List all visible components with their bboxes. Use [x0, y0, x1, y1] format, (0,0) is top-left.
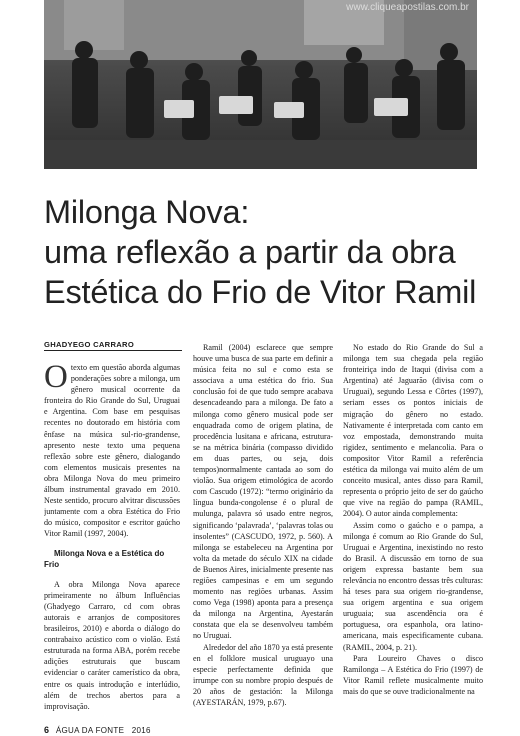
- page-number: 6: [44, 725, 50, 735]
- title-line-3: Estética do Frio de Vitor Ramil: [44, 274, 477, 310]
- watermark-text: www.cliqueapostilas.com.br: [346, 2, 469, 13]
- title-line-1: Milonga Nova:: [44, 194, 250, 230]
- section-subheading: Milonga Nova e a Estética do Frio: [44, 548, 165, 569]
- body-paragraph: A obra Milonga Nova aparece primeiramente no álbum Influências (Ghadyego Carraro, cd com obras autorais e arranjos de compositores brasileiros, 2010) e aborda o diálogo do contrabaixo acústico com o violão. Está estruturada na forma ABA, porém recebe adições estruturais que buscam evidenciar o caráter camerístico da obra, entre os quais introdução e interlúdio, além de trechos abertos para a improvisação.: [44, 579, 180, 711]
- article-title: [44, 192, 484, 312]
- intro-text: texto em questão aborda algumas ponderações sobre a milonga, um gênero musical ocorrente da fronteira do Rio Grande do Sul, Uruguai e Argentina. Com base em pesquisas recentes no doutorado em história com ênfase na música sul-rio-grandense, apresento neste texto uma pequena reflexão sobre este gênero, dialogando com elementos musicais presentes na obra Milonga Nova do meu primeiro álbum instrumental gravado em 2010. Neste sentido, procuro alvitrar discussões juntamente com a obra Estética do Frio do músico, compositor e escritor gaúcho Vitor Ramil (1997, 2004).: [44, 363, 180, 539]
- quote-paragraph: Alrededor del año 1870 ya está presente en el folklore musical uruguayo una especie perfectamente definida que irrumpe con su nombre propio después de 20 años de gestación: la Milonga (AYESTARÁN, 1979, p.67).: [193, 642, 333, 707]
- musicians-photo: [44, 0, 477, 169]
- column-2: [193, 342, 333, 724]
- column-3: [343, 342, 483, 724]
- author-byline: GHADYEGO CARRARO: [44, 340, 182, 351]
- magazine-name: ÁGUA DA FONTE: [55, 726, 125, 735]
- publication-year: 2016: [131, 726, 151, 735]
- body-paragraph: Ramil (2004) esclarece que sempre houve uma busca de sua parte em definir a música feita no sul e como esta se associava a uma estética do frio. Sua conclusão foi de que tudo sempre acabava desencadeando para a milonga. De fato a milonga como gênero musical pode ser enquadrada como de origem platina, de procedência lusitana e africana, estrutura-se na métrica binária (compasso dividido em duas partes, ou seja, dois tempos)normalmente cantada ao som do violão. Sua origem etimológica de acordo com Cascudo (1972): “termo originário da língua bunda-congolense é o plural de mulunga, palavra só usado entre negros, significando ‘palavrada’, ‘palavras tolas ou insolentes” (CASCUDO, 1972, p. 560). A milonga se estabeleceu na Argentina por volta da metade do século XIX na cidade de Buenos Aires, inicialmente presente nas regiões campesinas e em um segundo momento nas regiões urbanas. Assim como Vega (1998) aponta para a presença da milonga na Argentina, Ayestarán constata que ela se desenvolveu também no Uruguai.: [193, 343, 333, 641]
- quote-paragraph: Assim como o gaúcho e o pampa, a milonga é comum ao Rio Grande do Sul, Uruguai e Argentina, inexistindo no resto do Brasil. A discussão em torno de sua origem expressa bastante bem sua relevância no encontro dessas três culturas: há teses para sua origem rio-grandense, sua origem argentina e sua origem uruguaia; sua ascendência ora é portuguesa, ora espanhola, ora latino-americana, mais especificamente cubana. (RAMIL, 2004, p. 21).: [343, 520, 483, 652]
- title-line-2: uma reflexão a partir da obra: [44, 234, 456, 270]
- column-1: [44, 362, 180, 712]
- page-footer: [44, 725, 151, 735]
- intro-paragraph: [44, 362, 180, 540]
- photo-illustration: [44, 0, 477, 169]
- drop-cap: O: [44, 362, 68, 395]
- body-paragraph: No estado do Rio Grande do Sul a milonga tem sua chegada pela região fronteiriça indo de Itaqui (divisa com a Argentina) até Jaguarão (divisa com o Uruguai), segundo Lessa e Côrtes (1997), seriam esses os pontos iniciais de migração do gênero no estado. Nativamente é interpretada com canto em voz empostada, demonstrando muita rigidez, sentimento e melancolia. Para o compositor Vitor Ramil a referência estética da milonga vai muito além de um conceito musical, antes disso para Ramil, representa o próprio jeito de ser do gaúcho que vive na região do pampa (RAMIL, 2004). O autor ainda complementa:: [343, 343, 483, 519]
- body-paragraph: Para Loureiro Chaves o disco Ramilonga – A Estética do Frio (1997) de Vitor Ramil reflete musicalmente muito mais do que se ouve tradicionalmente na: [343, 653, 483, 696]
